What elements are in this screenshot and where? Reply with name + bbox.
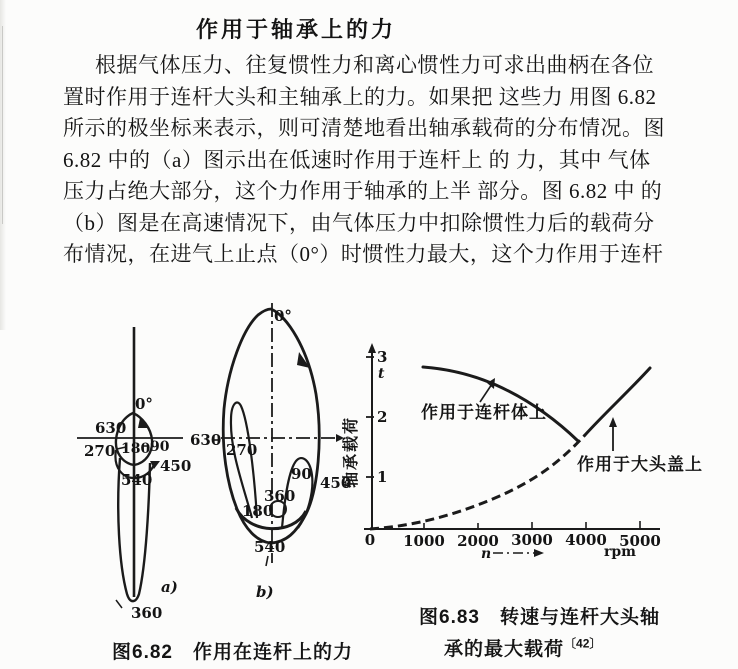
x-tick-label-5000: 5000 [619, 532, 661, 550]
b-angle-label-630: 630 [190, 431, 222, 449]
x-tick-label-4000: 4000 [565, 531, 607, 549]
a-sublabel: a) [161, 578, 178, 596]
b-angle-label-0: 0° [274, 307, 292, 325]
page-title: 作用于轴承上的力 [196, 17, 397, 42]
paragraph-line: （b）图是在高速情况下，由气体压力中扣除惯性力后的载荷分 [63, 210, 655, 235]
a-angle-label-270: 270 [84, 442, 116, 460]
fig683-caption-text: 承的最大载荷 [444, 639, 565, 660]
y-unit-label: t [378, 366, 385, 382]
a-angle-label-360: 360 [131, 604, 163, 622]
x-unit-label: rpm [604, 544, 636, 560]
fig683-caption-reference: 〔42〕 [564, 636, 602, 651]
x-tick-label-2000: 2000 [457, 532, 499, 550]
rod-body-leader-arrowhead [487, 378, 495, 389]
scan-artifact-line [2, 26, 3, 224]
fig683-chart [341, 343, 703, 562]
x-tick-label-0: 0 [364, 531, 376, 549]
b-angle-label-450: 450 [320, 474, 352, 492]
b-angle-label-540: 540 [254, 538, 286, 556]
paragraph-line: 所示的极坐标来表示，则可清楚地看出轴承载荷的分布情况。图 [63, 116, 665, 140]
paragraph-line: 6.82 中的（a）图示出在低速时作用于连杆上 的 力，其中 气体 [63, 147, 651, 172]
chart-y-axis-arrowhead [368, 343, 376, 353]
rod-body-curve-label: 作用于连杆体上 [421, 403, 547, 422]
fig683-caption-line1: 图6.83 转速与连杆大头轴 [419, 607, 660, 628]
x-tick-label-1000: 1000 [403, 532, 445, 550]
big-end-cap-arrowhead [609, 417, 617, 427]
fig682-caption: 图6.82 作用在连杆上的力 [112, 642, 353, 663]
b-sublabel: b) [256, 583, 274, 601]
y-tick-label-2: 2 [377, 408, 388, 426]
y-axis-label: 轴承载荷 [343, 415, 360, 488]
x-var-arrowhead [534, 549, 544, 557]
paragraph-line: 置时作用于连杆大头和主轴承上的力。如果把 这些力 用图 6.82 [63, 84, 657, 109]
curve-big-end-cap-solid [585, 368, 650, 435]
paragraph-line: 根据气体压力、往复惯性力和离心惯性力可求出曲柄在各位 [95, 53, 654, 77]
big-end-cap-curve-label: 作用于大头盖上 [577, 455, 703, 474]
a-angle-label-630: 630 [95, 419, 127, 437]
a-bottom-tick [116, 600, 122, 608]
fig682-diagram-b [190, 303, 351, 601]
figures-canvas [0, 285, 738, 630]
paragraph-line: 布情况，在进气上止点（0°）时惯性力最大，这个力作用于连杆 [63, 242, 664, 266]
a-angle-label-540: 540 [121, 471, 153, 489]
scan-edge-shading [0, 0, 6, 330]
b-angle-label-90: 90 [291, 465, 312, 483]
x-var-label: n [481, 546, 492, 562]
y-tick-label-1: 1 [377, 468, 388, 486]
b-bottom-tick [266, 556, 268, 566]
y-tick-label-3: 3 [377, 348, 388, 366]
b-angle-label-180: 180 [242, 502, 274, 520]
a-angle-label-0: 0° [135, 395, 153, 413]
a-angle-label-90: 90 [150, 439, 170, 455]
b-angle-label-360: 360 [264, 487, 296, 505]
fig682-diagram-a [77, 327, 191, 622]
curve-big-end-cap-dashed [370, 435, 585, 529]
x-tick-label-3000: 3000 [511, 531, 553, 549]
body-paragraph [63, 50, 683, 271]
fig683-caption-line2 [444, 634, 601, 661]
rod-body-leader-line [480, 384, 492, 402]
a-angle-label-180: 180 [121, 441, 151, 457]
paragraph-line: 压力占绝大部分，这个力作用于轴承的上半 部分。图 6.82 中 的 [63, 179, 663, 203]
a-angle-label-450: 450 [160, 457, 192, 475]
b-angle-label-270: 270 [226, 441, 258, 459]
